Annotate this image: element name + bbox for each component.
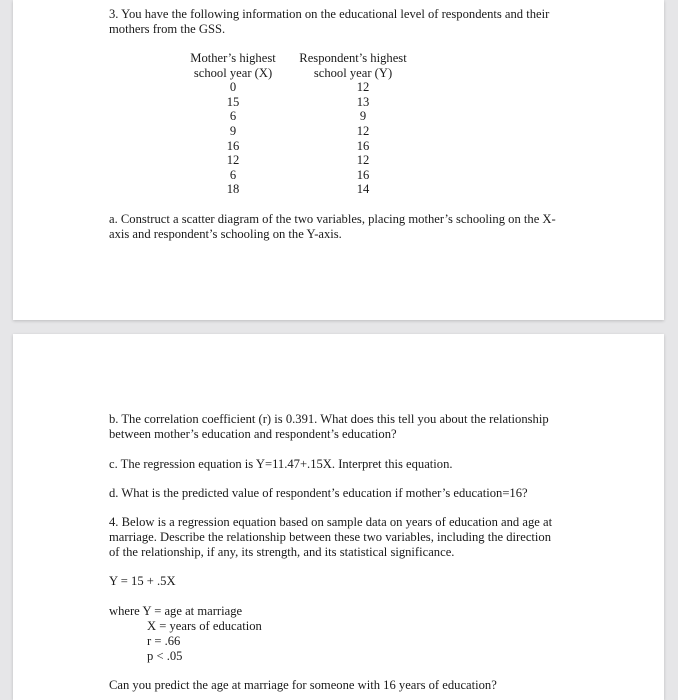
- respondent-header-line-1: Respondent’s highest: [299, 51, 407, 65]
- question-b-line-1: b. The correlation coefficient (r) is 0.391. What does this tell you about the relationship: [109, 412, 549, 426]
- respondent-value: 12: [356, 80, 370, 95]
- question-a-line-1: a. Construct a scatter diagram of the two variables, placing mother’s schooling on the X-: [109, 212, 556, 226]
- respondent-value: 16: [356, 138, 370, 153]
- document-page-2: [13, 334, 664, 700]
- mother-header-line-2: school year (X): [193, 65, 273, 80]
- regression-equation: Y = 15 + .5X: [109, 574, 176, 588]
- final-question: Can you predict the age at marriage for someone with 16 years of education?: [109, 678, 497, 692]
- mother-value: 9: [229, 123, 237, 138]
- question-4-line-3: of the relationship, if any, its strength, and its statistical significance.: [109, 545, 455, 559]
- mother-value: 6: [229, 109, 237, 124]
- respondent-value: 14: [356, 182, 370, 197]
- mother-value: 6: [229, 167, 237, 182]
- respondent-school-year-column: [293, 51, 413, 197]
- respondent-value: 9: [359, 109, 367, 124]
- respondent-header-line-2: school year (Y): [313, 65, 393, 80]
- mother-value: 18: [226, 182, 240, 197]
- mother-value: 15: [226, 94, 240, 109]
- question-d: d. What is the predicted value of respondent’s education if mother’s education=16?: [109, 486, 528, 500]
- document-page-1: [13, 0, 664, 320]
- where-definition-y: where Y = age at marriage: [109, 604, 243, 618]
- definition-x: X = years of education: [147, 619, 262, 633]
- respondent-value: 16: [356, 167, 370, 182]
- respondent-value: 12: [356, 153, 370, 168]
- question-b-line-2: between mother’s education and respondent’s education?: [109, 427, 397, 441]
- definition-r: r = .66: [147, 634, 181, 648]
- mother-value: 0: [229, 80, 237, 95]
- definition-p: p < .05: [147, 649, 183, 663]
- question-a-line-2: axis and respondent’s schooling on the Y-axis.: [109, 227, 342, 241]
- question-c: c. The regression equation is Y=11.47+.15X. Interpret this equation.: [109, 457, 453, 471]
- respondent-value: 12: [356, 123, 370, 138]
- mother-value: 12: [226, 153, 240, 168]
- question-3-line-1: 3. You have the following information on the educational level of respondents and their: [109, 7, 550, 21]
- question-4-line-2: marriage. Describe the relationship between these two variables, including the direction: [109, 530, 552, 544]
- mother-header-line-1: Mother’s highest: [190, 51, 276, 65]
- respondent-value: 13: [356, 94, 370, 109]
- mother-value: 16: [226, 138, 240, 153]
- question-4-line-1: 4. Below is a regression equation based on sample data on years of education and age at: [109, 515, 553, 529]
- mother-school-year-column: [181, 51, 285, 197]
- question-3-line-2: mothers from the GSS.: [109, 22, 226, 36]
